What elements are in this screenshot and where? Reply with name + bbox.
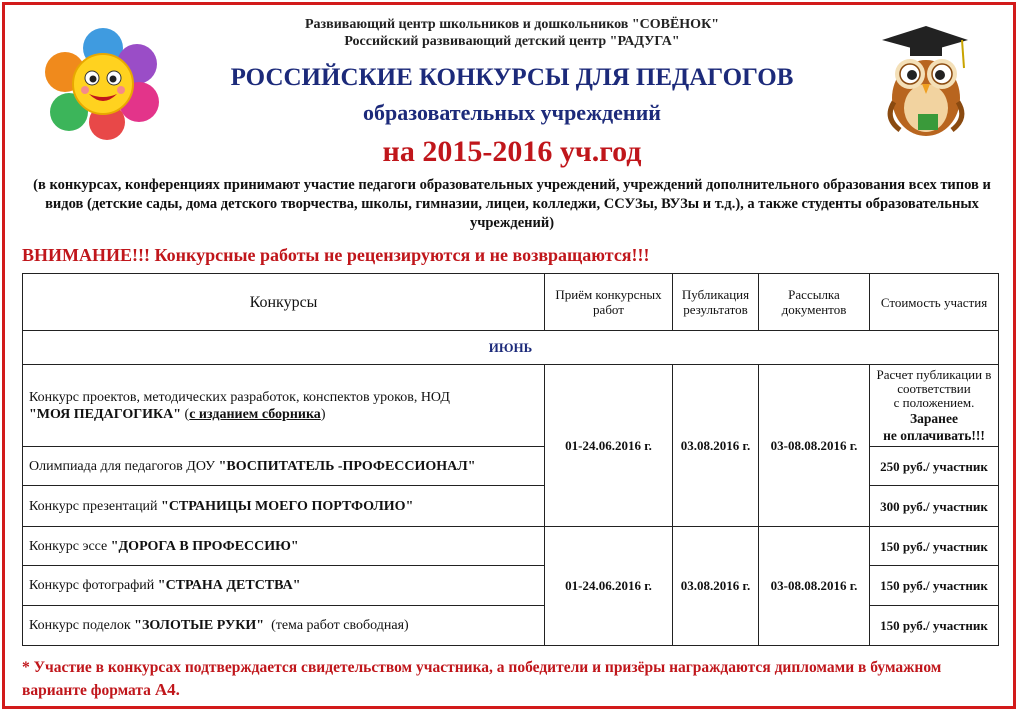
footnote-format: А4. bbox=[154, 680, 180, 699]
academic-year: на 2015-2016 уч.год bbox=[382, 135, 642, 168]
contest-cell bbox=[23, 447, 545, 486]
month-label: ИЮНЬ bbox=[23, 331, 999, 365]
col-header-contests: Конкурсы bbox=[23, 274, 545, 331]
org-line-2: Российский развивающий детский центр "РАДУГА" bbox=[344, 34, 680, 49]
col-header-cost: Стоимость участия bbox=[870, 274, 999, 331]
contest-cell: Конкурс проектов, методических разработок, конспектов уроков, НОД "МОЯ ПЕДАГОГИКА" (с изданием сборника) bbox=[23, 365, 545, 447]
cost-calc-line2: с положением. bbox=[893, 394, 975, 410]
cost-cell bbox=[870, 365, 999, 447]
contest-title: "ВОСПИТАТЕЛЬ -ПРОФЕССИОНАЛ" bbox=[218, 458, 476, 474]
cost-calc-em2: не оплачивать!!! bbox=[883, 427, 985, 443]
page-subtitle: образовательных учреждений bbox=[363, 100, 661, 125]
contest-cell bbox=[23, 566, 545, 606]
cost-cell: 150 руб./ участник bbox=[870, 527, 999, 566]
footnote bbox=[22, 657, 1002, 702]
publication-date: 03.08.2016 г. bbox=[673, 527, 759, 646]
contest-note: (тема работ свободная) bbox=[271, 618, 409, 633]
contest-cell bbox=[23, 486, 545, 527]
col-header-acceptance: Приём конкурсных работ bbox=[545, 274, 673, 331]
participants-note: (в конкурсах, конференциях принимают участие педагоги образовательных учреждений, учреждений дополнительного образования всех типов и видов (детские сады, дома детского творчества, школы, гимназии, лицеи, колледжи, ССУЗы, ВУЗы и т.д.), а также студенты образовательных учреждений) bbox=[33, 177, 991, 231]
contests-table bbox=[22, 273, 999, 646]
acceptance-dates: 01-24.06.2016 г. bbox=[545, 365, 673, 527]
contest-cell bbox=[23, 606, 545, 646]
contest-note: с изданием сборника bbox=[189, 406, 321, 422]
mailing-dates: 03-08.08.2016 г. bbox=[759, 365, 870, 527]
page-title: РОССИЙСКИЕ КОНКУРСЫ ДЛЯ ПЕДАГОГОВ bbox=[230, 64, 794, 91]
acceptance-dates: 01-24.06.2016 г. bbox=[545, 527, 673, 646]
contest-prefix: Конкурс фотографий bbox=[29, 578, 155, 593]
cost-cell: 150 руб./ участник bbox=[870, 606, 999, 646]
col-header-mailing: Рассылка документов bbox=[759, 274, 870, 331]
month-row bbox=[23, 331, 999, 365]
contest-title: "СТРАНИЦЫ МОЕГО ПОРТФОЛИО" bbox=[161, 498, 414, 514]
contest-title: "ДОРОГА В ПРОФЕССИЮ" bbox=[110, 538, 299, 554]
contest-prefix: Олимпиада для педагогов ДОУ bbox=[29, 458, 216, 474]
publication-date: 03.08.2016 г. bbox=[673, 365, 759, 527]
table-row bbox=[23, 527, 999, 566]
cost-cell: 250 руб./ участник bbox=[870, 447, 999, 486]
cost-calc-em1: Заранее bbox=[910, 410, 958, 426]
warning-notice: ВНИМАНИЕ!!! Конкурсные работы не рецензируются и не возвращаются!!! bbox=[22, 245, 650, 265]
cost-calc-line1: Расчет публикации в соответствии bbox=[876, 366, 992, 396]
contest-prefix: Конкурс презентаций bbox=[29, 498, 158, 514]
col-header-publication: Публикация результатов bbox=[673, 274, 759, 331]
table-row bbox=[23, 365, 999, 447]
contest-cell bbox=[23, 527, 545, 566]
cost-cell: 300 руб./ участник bbox=[870, 486, 999, 527]
footnote-text: * Участие в конкурсах подтверждается свидетельством участника, а победители и призёры награждаются дипломами в бумажном варианте формата bbox=[22, 659, 942, 699]
cost-cell: 150 руб./ участник bbox=[870, 566, 999, 606]
org-line-1: Развивающий центр школьников и дошкольников "СОВЁНОК" bbox=[305, 17, 719, 32]
contest-title: "МОЯ ПЕДАГОГИКА" bbox=[29, 406, 182, 422]
mailing-dates: 03-08.08.2016 г. bbox=[759, 527, 870, 646]
contest-prefix: Конкурс поделок bbox=[29, 618, 131, 633]
contest-title: "ЗОЛОТЫЕ РУКИ" bbox=[134, 618, 265, 633]
table-header-row bbox=[23, 274, 999, 331]
contest-prefix: Конкурс проектов, методических разработок, конспектов уроков, НОД bbox=[29, 389, 450, 405]
contest-title: "СТРАНА ДЕТСТВА" bbox=[157, 578, 301, 593]
contest-prefix: Конкурс эссе bbox=[29, 538, 108, 554]
